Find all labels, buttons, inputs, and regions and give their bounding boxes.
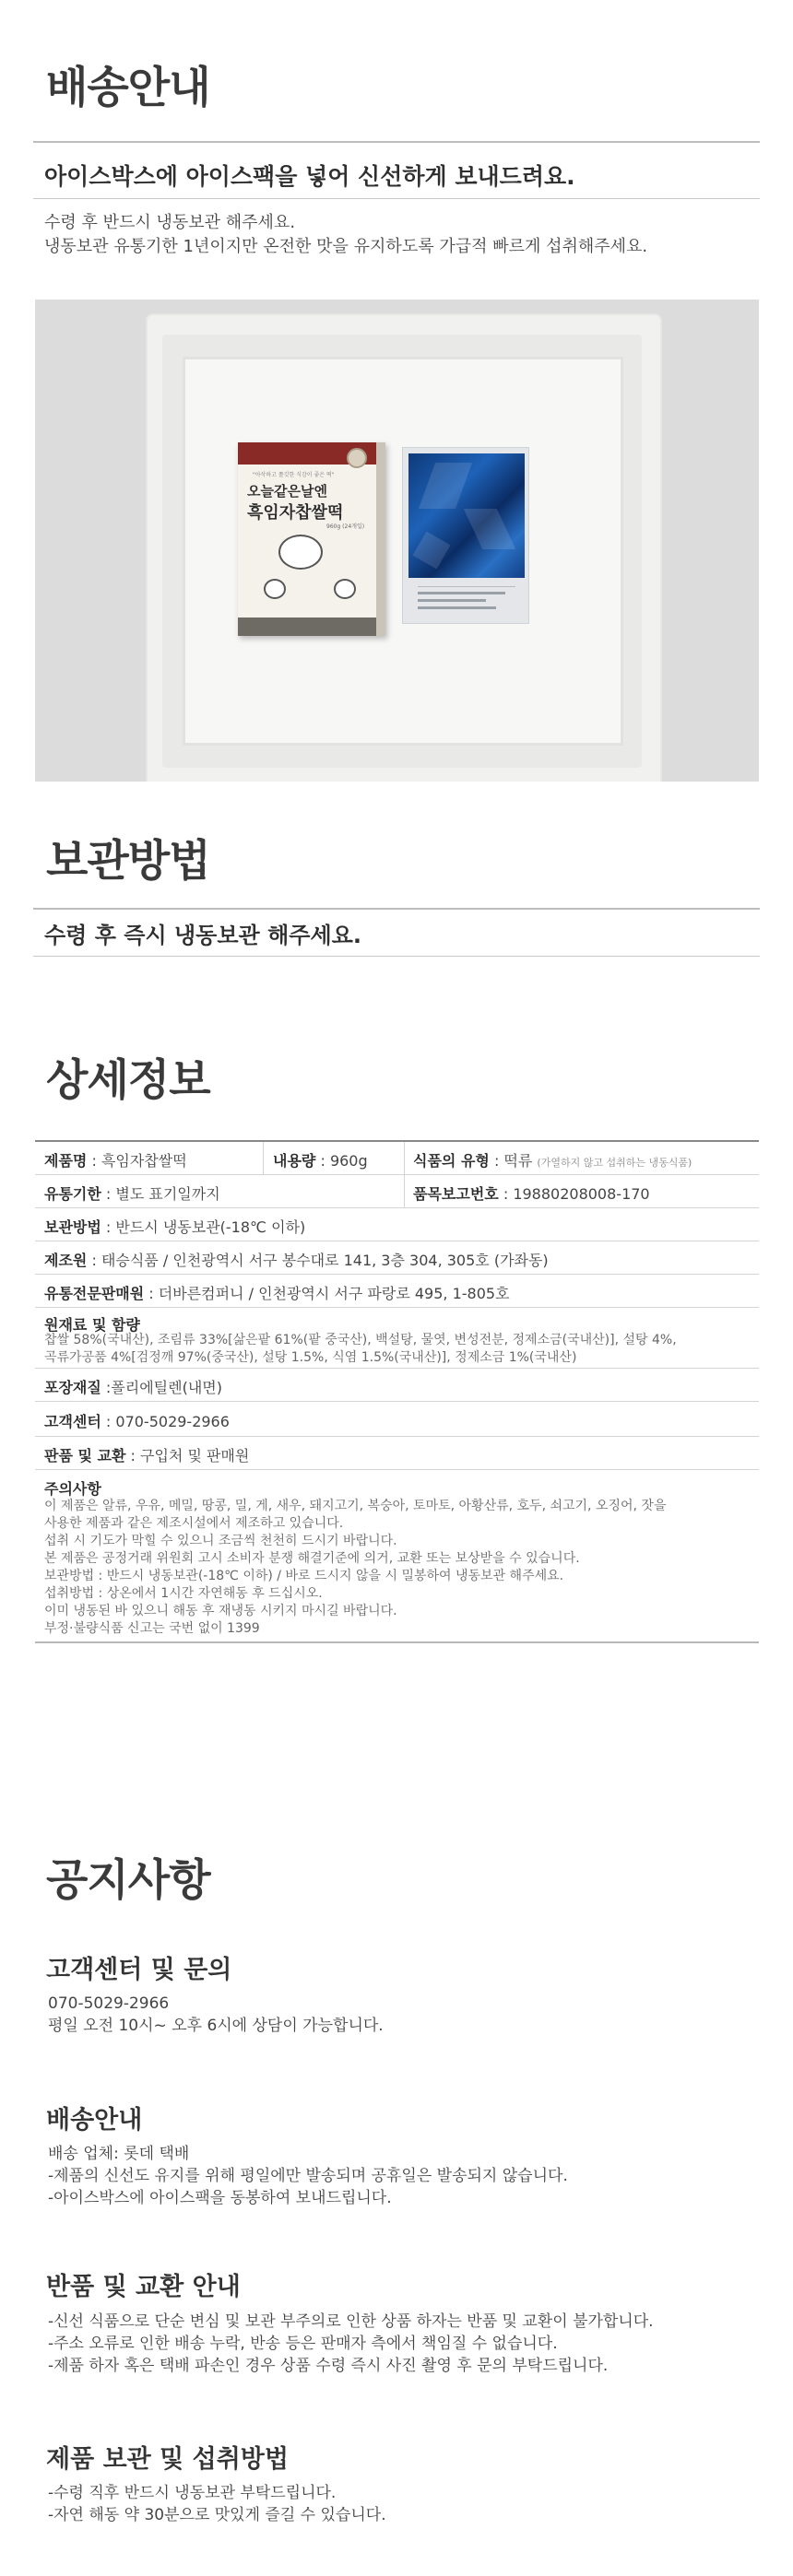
notice-keep-title: 제품 보관 및 섭취방법 [46,2445,289,2474]
table-row [35,1275,759,1308]
table-row [35,1241,759,1275]
notice-line: -제품의 신선도 유지를 위해 평일에만 발송되며 공휴일은 발송되지 않습니다. [48,2167,568,2185]
caution-line: 이미 냉동된 바 있으니 해동 후 재냉동 시키지 마시길 바랍니다. [44,1604,397,1618]
caution-line: 본 제품은 공정거래 위원회 고시 소비자 분쟁 해결기준에 의거, 교환 또는 보상받을 수 있습니다. [44,1551,580,1566]
notice-line: -수령 직후 반드시 냉동보관 부탁드립니다. [48,2484,337,2502]
ingredients-line: 곡류가공품 4%[검정깨 97%(중국산), 설탕 1.5%, 식염 1.5%(국내산)], 정제소금 1%(국내산) [44,1350,577,1365]
shipping-line-1: 수령 후 반드시 냉동보관 해주세요. [44,213,296,232]
table-row [35,1142,759,1175]
shipping-title: 배송안내 [46,63,210,113]
product-package [238,442,385,636]
table-cell: 포장재질 :폴리에틸렌(내면) [44,1379,222,1396]
notice-line: -자연 해동 약 30분으로 맛있게 즐길 수 있습니다. [48,2506,386,2524]
notice-line: -제품 하자 혹은 택배 파손인 경우 상품 수령 즉시 사진 촬영 후 문의 부탁드립니다. [48,2357,609,2375]
table-cell: 보관방법 : 반드시 냉동보관(-18℃ 이하) [44,1218,306,1236]
package-tagline: "아삭하고 쫄깃한 식감이 좋은 떡" [253,472,335,478]
table-cell: 제품명 : 흑임자찹쌀떡 [44,1152,187,1170]
table-row [35,1369,759,1402]
notice-return-title: 반품 및 교환 안내 [46,2273,241,2301]
table-row [35,1437,759,1470]
package-badge-icon [347,448,367,468]
notice-shipping-title: 배송안내 [46,2106,143,2135]
rice-cake-illustration-icon [278,535,323,570]
storage-title: 보관방법 [46,836,210,887]
table-row [35,1402,759,1437]
table-cell: 유통기한 : 별도 표기일까지 [44,1185,220,1203]
notice-cs-title: 고객센터 및 문의 [46,1956,232,1984]
notice-line: 070-5029-2966 [48,1994,170,2013]
storage-lead: 수령 후 즉시 냉동보관 해주세요. [44,923,361,948]
table-cell: 유통전문판매원 : 더바른컴퍼니 / 인천광역시 서구 파랑로 495, 1-805호 [44,1285,510,1302]
notice-line: 배송 업체: 롯데 택배 [48,2145,190,2163]
notice-line: 평일 오전 10시~ 오후 6시에 상담이 가능합니다. [48,2017,384,2035]
table-row [35,1470,759,1643]
package-title-line2: 흑임자찹쌀떡 [247,503,344,523]
divider [33,956,760,957]
ice-pack-label [418,586,515,614]
caution-line: 보관방법 : 반드시 냉동보관(-18℃ 이하) / 바로 드시지 않을 시 밀봉하여 냉동보관 해주세요. [44,1569,564,1583]
caution-line: 섭취방법 : 상온에서 1시간 자연해동 후 드십시오. [44,1586,323,1601]
table-row [35,1308,759,1369]
package-weight: 960g (24개입) [326,523,365,530]
table-row [35,1208,759,1241]
table-cell: 고객센터 : 070-5029-2966 [44,1413,230,1430]
detail-title: 상세정보 [46,1055,210,1106]
notice-title: 공지사항 [46,1855,210,1906]
caution-line: 사용한 제품과 같은 제조시설에서 제조하고 있습니다. [44,1516,344,1531]
divider [33,198,760,199]
notice-line: -주소 오류로 인한 배송 누락, 반송 등은 판매자 측에서 책임질 수 없습니다. [48,2335,558,2353]
caution-line: 이 제품은 알류, 우유, 메밀, 땅콩, 밀, 게, 새우, 돼지고기, 복숭아, 토마토, 아황산류, 호두, 쇠고기, 오징어, 잣을 [44,1499,667,1513]
caution-line: 섭취 시 기도가 막힐 수 있으니 조금씩 천천히 드시기 바랍니다. [44,1534,397,1548]
table-cell: 내용량 : 960g [273,1152,368,1170]
table-cell: 판품 및 교환 : 구입처 및 판매원 [44,1447,250,1464]
caution-line: 부정·불량식품 신고는 국번 없이 1399 [44,1621,260,1636]
package-title-line1: 오늘같은날엔 [247,483,327,500]
table-row [35,1175,759,1208]
package-footer [238,618,376,636]
table-cell: 품목보고번호 : 19880208008-170 [413,1185,650,1203]
rice-cake-illustration-icon [264,579,286,599]
icebox-photo [35,300,759,782]
notice-line: -신선 식품으로 단순 변심 및 보관 부주의로 인한 상품 하자는 반품 및 교환이 불가합니다. [48,2312,654,2331]
caution-label: 주의사항 [44,1480,101,1498]
ingredients-label: 원재료 및 함량 [44,1316,140,1334]
divider [33,908,760,910]
ice-pack [402,447,529,624]
table-cell: 제조원 : 태승식품 / 인천광역시 서구 봉수대로 141, 3층 304, 305호 (가좌동) [44,1252,549,1269]
ice-pack-pattern [408,453,525,578]
ingredients-line: 찹쌀 58%(국내산), 조림류 33%[삶은팥 61%(팥 중국산), 백설탕, 물엿, 변성전분, 정제소금(국내산)], 설탕 4%, [44,1333,677,1347]
rice-cake-illustration-icon [334,579,356,599]
divider [33,141,760,143]
table-cell: 식품의 유형 : 떡류 (가열하지 않고 섭취하는 냉동식품) [413,1152,692,1170]
shipping-line-2: 냉동보관 유통기한 1년이지만 온전한 맛을 유지하도록 가급적 빠르게 섭취해주세요. [44,237,648,256]
shipping-lead: 아이스박스에 아이스팩을 넣어 신선하게 보내드려요. [44,163,575,190]
notice-line: -아이스박스에 아이스팩을 동봉하여 보내드립니다. [48,2189,392,2207]
